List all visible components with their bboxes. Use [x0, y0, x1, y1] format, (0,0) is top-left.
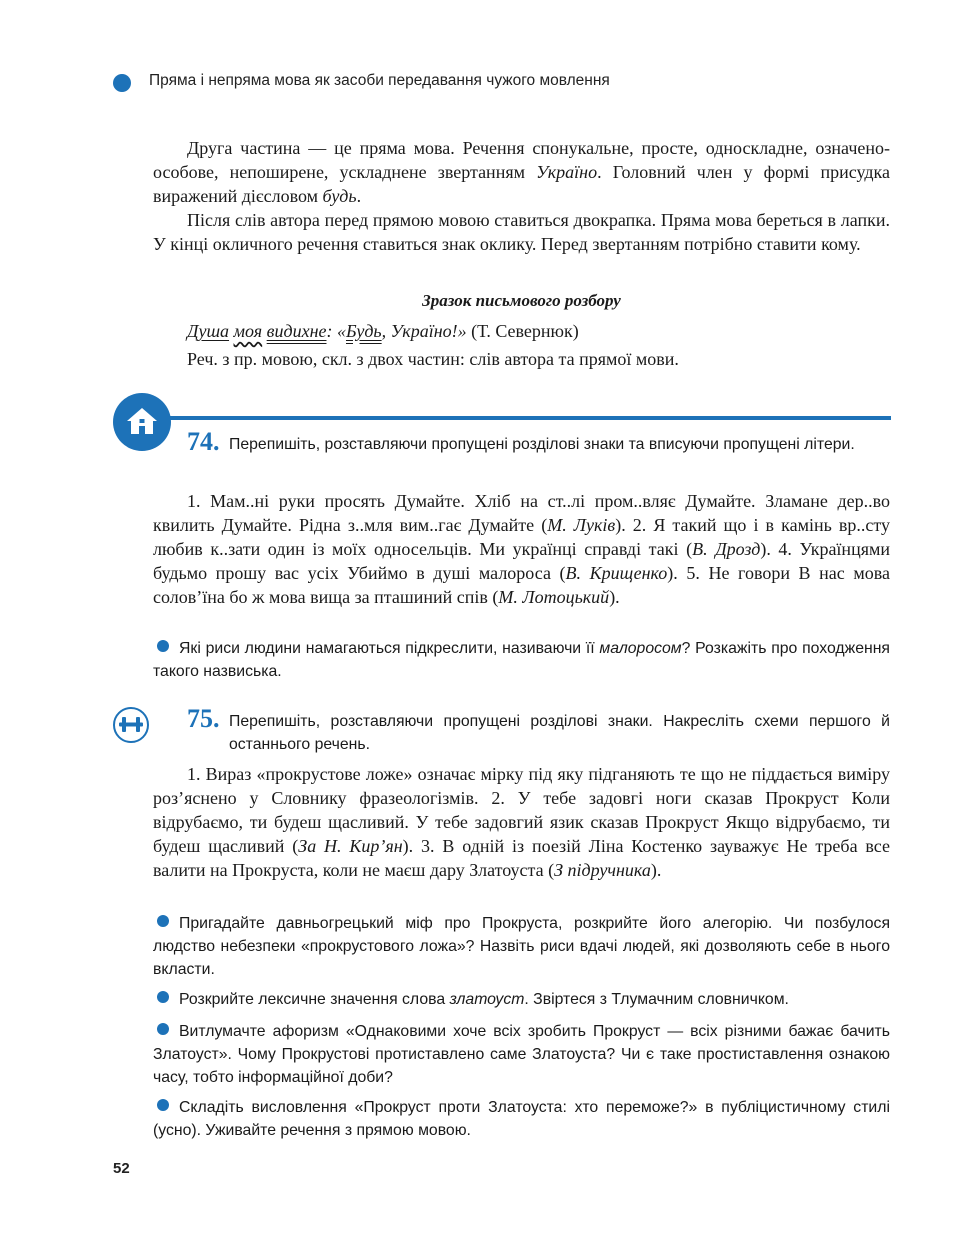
intro-text — [153, 136, 890, 256]
bullet-icon — [157, 1023, 169, 1035]
exercise-74-question: Які риси людини намагаються підкреслити, називаючи її малоросом? Розкажіть про походження такого назвиська. — [153, 640, 890, 680]
home-icon — [113, 393, 171, 451]
bullet-icon — [157, 1099, 169, 1111]
predicate-word: видихне — [266, 321, 327, 341]
attribute-word: моя — [233, 321, 263, 341]
bullet-icon — [157, 640, 169, 652]
exercise-75-question-2: Розкрийте лексичне значення слова златоуст. Звіртеся з Тлумачним словничком. — [153, 988, 890, 1011]
sample-heading: Зразок письмового розбору — [422, 291, 621, 310]
sample-sentence: Душа моя видихне: «Будь, Україно!» (Т. Севернюк) — [187, 321, 579, 341]
intro-paragraph-2: Після слів автора перед прямою мовою ставиться двокрапка. Пряма мова береться в лапки. У кінці окличного речення ставиться знак оклику. Перед звертанням потрібно ставити кому. — [153, 210, 890, 254]
exercise-74-header — [187, 429, 890, 456]
section-divider — [160, 416, 891, 420]
running-header-title: Пряма і непряма мова як засоби передавання чужого мовлення — [149, 72, 610, 89]
subject-word: Душа — [187, 321, 230, 341]
bullet-dot-icon — [113, 74, 131, 92]
sample-analysis — [153, 291, 890, 373]
exercise-75-text: 1. Вираз «прокрустове ложе» означає мірку під яку підганяють те що не піддається виміру роз’яснено у Словнику фразеологізмів. 2. У тебе задовгі ноги сказав Прокруст Коли відрубаємо, ти будеш щасливий. У тебе задовгий язик сказав Прокруст Якщо відрубаємо, ти будеш щасливий (За Н. Кир’ян). 3. В одній із поезій Ліна Костенко зауважує Не треба все валити на Прокруста, коли не маєш дару Златоуста (З підручника). — [153, 764, 891, 880]
page-number: 52 — [113, 1160, 130, 1177]
sample-analysis-line: Реч. з пр. мовою, скл. з двох частин: слів автора та прямої мови. — [187, 349, 679, 369]
exercise-75-question-1: Пригадайте давньогрецький міф про Прокруста, розкрийте його алегорію. Чи позбулося людство небезпеки «прокрустового ложа»? Назвіть риси вдачі людей, які дозволяють себе в нього вкласти. — [153, 915, 890, 978]
exercise-number: 74. — [187, 427, 220, 456]
exercise-75 — [187, 706, 890, 756]
bullet-icon — [157, 915, 169, 927]
exercise-75-header — [187, 706, 890, 756]
exercise-75-question-4: Складіть висловлення «Прокруст проти Златоуста: хто переможе?» в публіцистичному стилі (усно). Уживайте речення з прямою мовою. — [153, 1099, 890, 1139]
bullet-icon — [157, 991, 169, 1003]
exercise-task: Перепишіть, розставляючи пропущені розділові знаки. Накресліть схеми першого й останнього речень. — [229, 713, 890, 753]
exercise-75-question-3: Витлумачте афоризм «Однаковими хоче всіх зробить Прокруст — всіх різними бажає бачить Златоуст». Чому Прокрустові протиставлено саме Златоуста? Чи є таке простиставлення ознакою часу, тобто інформаційної доби? — [153, 1023, 890, 1086]
intro-paragraph-1: Друга частина — це пряма мова. Речення спонукальне, просте, односкладне, означено-особове, непоширене, ускладнене звертанням Україно. Головний член у формі присудка виражений дієсловом будь. — [153, 138, 890, 206]
exercise-74 — [187, 429, 890, 456]
dumbbell-icon — [113, 707, 149, 743]
exercise-task: Перепишіть, розставляючи пропущені розділові знаки та вписуючи пропущені літери. — [229, 436, 855, 453]
running-header — [113, 70, 893, 96]
exercise-number: 75. — [187, 704, 220, 733]
predicate-word-2: Будь — [345, 321, 382, 341]
exercise-74-text: 1. Мам..ні руки просять Думайте. Хліб на ст..лі пром..вляє Думайте. Зламане дер..во квилить Думайте. Рідна з..мля вим..гає Думайте (М. Луків). 2. Я такий що і в камінь вр..сту любив к..зати один із моїх односельців. Ми українці справді такі (В. Дрозд). 4. Українцями будьмо прошу вас усіх Убиймо в душі малороса (В. Крищенко). 5. Не говори В нас мова солов’їна бо ж мова вища за пташиний спів (М. Лотоцький). — [153, 491, 891, 607]
